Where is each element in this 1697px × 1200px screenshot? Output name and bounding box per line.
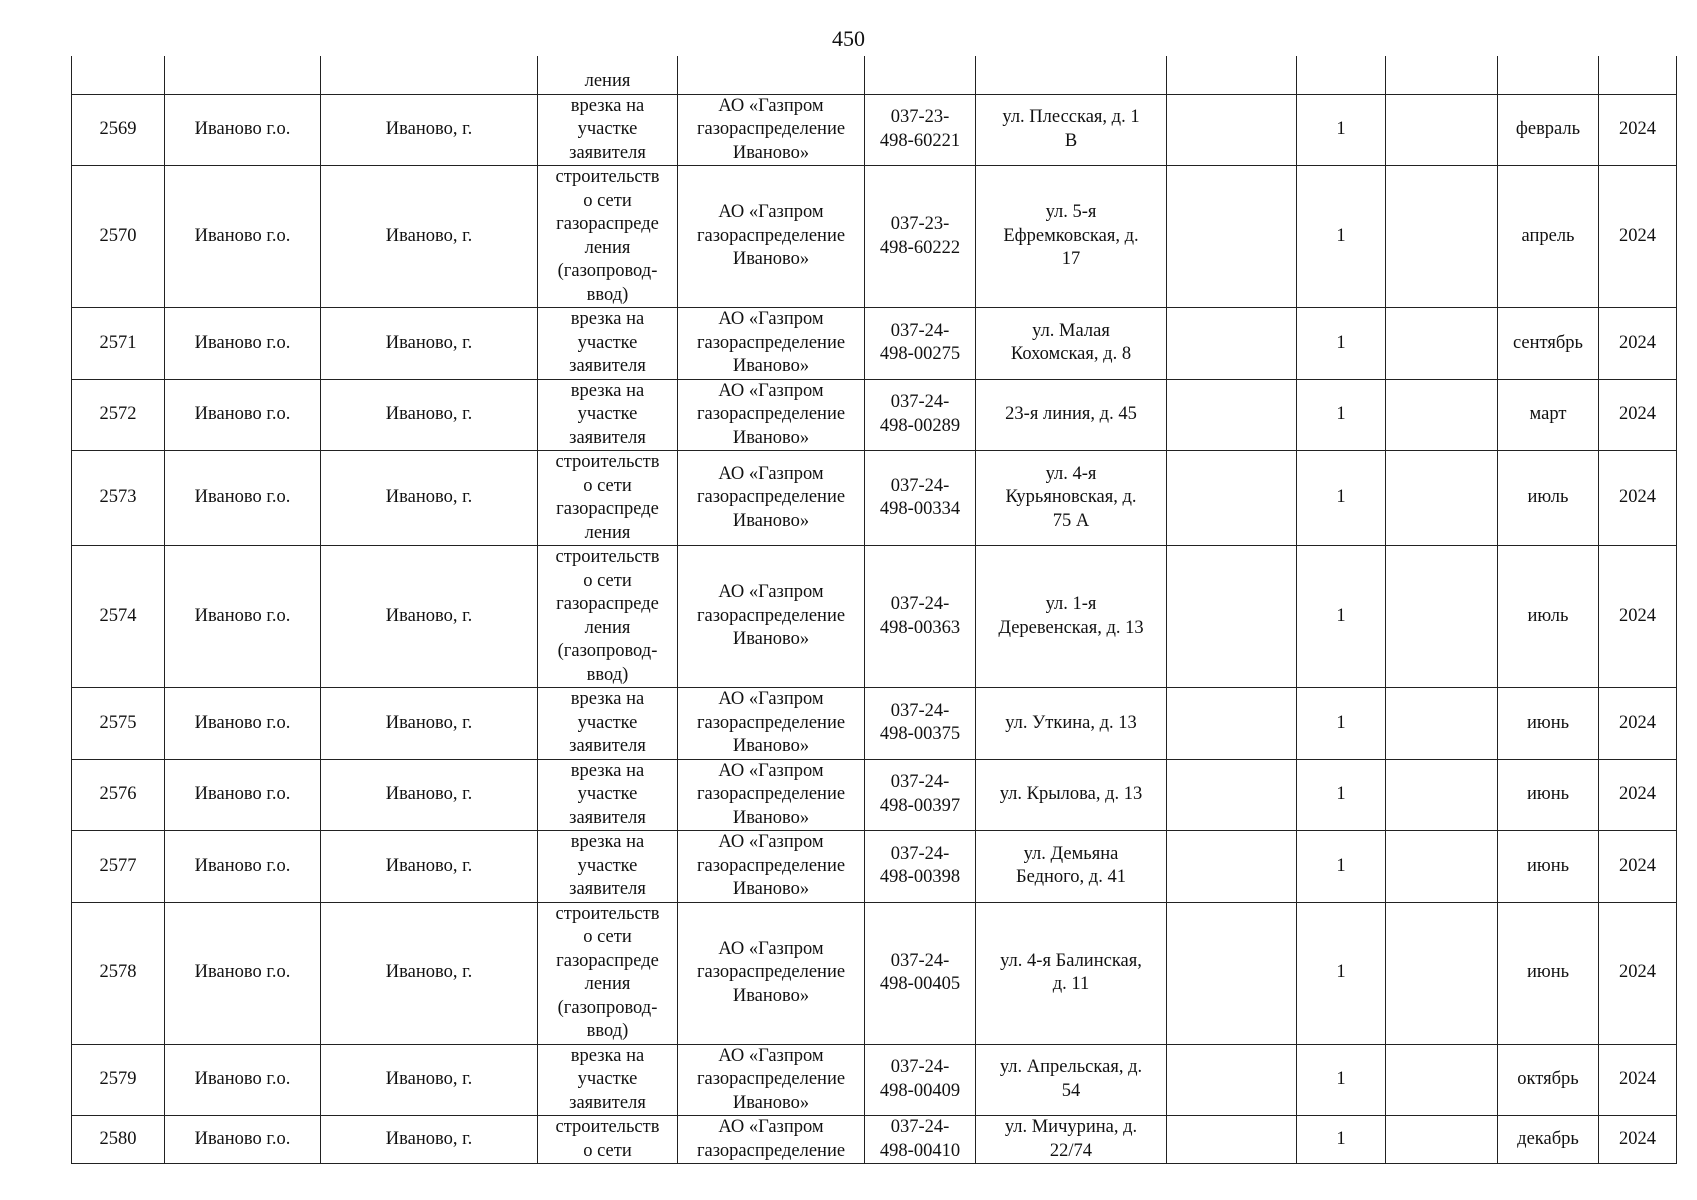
table-row (72, 451, 1677, 546)
cell-application: 037-24- 498-00275 (865, 308, 976, 380)
cell-empty2 (1386, 94, 1498, 166)
cell-month: февраль (1498, 94, 1599, 166)
cell-no: 2574 (72, 546, 165, 688)
cell-application: 037-24- 498-00405 (865, 902, 976, 1044)
cell-year: 2024 (1599, 688, 1677, 760)
cell-work-type: строительств о сети (538, 1116, 678, 1164)
cell-count: 1 (1297, 546, 1386, 688)
cell-no: 2577 (72, 831, 165, 903)
cell-organization: АО «Газпром газораспределение Иваново» (678, 759, 865, 831)
cell-month: июнь (1498, 902, 1599, 1044)
cell-district: Иваново г.о. (165, 1116, 321, 1164)
cell-address (976, 56, 1167, 94)
cell-organization: АО «Газпром газораспределение Иваново» (678, 1044, 865, 1116)
cell-no: 2573 (72, 451, 165, 546)
cell-year: 2024 (1599, 308, 1677, 380)
cell-application (865, 56, 976, 94)
cell-organization: АО «Газпром газораспределение Иваново» (678, 94, 865, 166)
table-row (72, 1116, 1677, 1164)
cell-application: 037-24- 498-00363 (865, 546, 976, 688)
cell-month: октябрь (1498, 1044, 1599, 1116)
cell-empty2 (1386, 1116, 1498, 1164)
cell-locality: Иваново, г. (321, 1044, 538, 1116)
page-number: 450 (832, 26, 865, 51)
table-row (72, 546, 1677, 688)
cell-application: 037-23- 498-60221 (865, 94, 976, 166)
cell-organization: АО «Газпром газораспределение Иваново» (678, 451, 865, 546)
cell-empty1 (1167, 56, 1297, 94)
cell-empty1 (1167, 379, 1297, 451)
cell-empty2 (1386, 831, 1498, 903)
cell-no: 2571 (72, 308, 165, 380)
cell-application: 037-24- 498-00334 (865, 451, 976, 546)
cell-locality: Иваново, г. (321, 166, 538, 308)
cell-district: Иваново г.о. (165, 451, 321, 546)
cell-no: 2569 (72, 94, 165, 166)
cell-address: ул. Мичурина, д. 22/74 (976, 1116, 1167, 1164)
cell-locality: Иваново, г. (321, 308, 538, 380)
cell-year: 2024 (1599, 1116, 1677, 1164)
cell-organization: АО «Газпром газораспределение Иваново» (678, 546, 865, 688)
cell-empty2 (1386, 688, 1498, 760)
cell-year: 2024 (1599, 166, 1677, 308)
cell-district: Иваново г.о. (165, 166, 321, 308)
cell-count (1297, 56, 1386, 94)
cell-work-type: врезка на участке заявителя (538, 379, 678, 451)
cell-month: июль (1498, 451, 1599, 546)
cell-count: 1 (1297, 379, 1386, 451)
cell-count: 1 (1297, 166, 1386, 308)
table-row (72, 688, 1677, 760)
cell-work-type: строительств о сети газораспреде ления (газопровод- ввод) (538, 902, 678, 1044)
cell-district: Иваново г.о. (165, 94, 321, 166)
cell-count: 1 (1297, 1044, 1386, 1116)
cell-month: сентябрь (1498, 308, 1599, 380)
cell-empty1 (1167, 308, 1297, 380)
cell-empty2 (1386, 1044, 1498, 1116)
cell-count: 1 (1297, 831, 1386, 903)
cell-empty1 (1167, 831, 1297, 903)
cell-empty2 (1386, 546, 1498, 688)
cell-district: Иваново г.о. (165, 308, 321, 380)
cell-year: 2024 (1599, 831, 1677, 903)
cell-empty2 (1386, 902, 1498, 1044)
cell-empty2 (1386, 451, 1498, 546)
cell-year: 2024 (1599, 94, 1677, 166)
cell-address: ул. 1-я Деревенская, д. 13 (976, 546, 1167, 688)
cell-work-type: врезка на участке заявителя (538, 831, 678, 903)
cell-organization: АО «Газпром газораспределение (678, 1116, 865, 1164)
cell-application: 037-24- 498-00398 (865, 831, 976, 903)
cell-empty2 (1386, 166, 1498, 308)
cell-month: июнь (1498, 688, 1599, 760)
cell-locality: Иваново, г. (321, 831, 538, 903)
table-row (72, 308, 1677, 380)
cell-organization: АО «Газпром газораспределение Иваново» (678, 831, 865, 903)
table-row (72, 759, 1677, 831)
cell-locality: Иваново, г. (321, 94, 538, 166)
cell-empty1 (1167, 166, 1297, 308)
cell-empty1 (1167, 546, 1297, 688)
cell-organization: АО «Газпром газораспределение Иваново» (678, 308, 865, 380)
cell-empty1 (1167, 451, 1297, 546)
table-row (72, 94, 1677, 166)
cell-district: Иваново г.о. (165, 688, 321, 760)
cell-district: Иваново г.о. (165, 759, 321, 831)
cell-no: 2576 (72, 759, 165, 831)
table-row (72, 166, 1677, 308)
cell-locality: Иваново, г. (321, 688, 538, 760)
cell-work-type: врезка на участке заявителя (538, 94, 678, 166)
cell-empty2 (1386, 56, 1498, 94)
table-row (72, 902, 1677, 1044)
cell-address: ул. Уткина, д. 13 (976, 688, 1167, 760)
cell-address: ул. Демьяна Бедного, д. 41 (976, 831, 1167, 903)
cell-organization: АО «Газпром газораспределение Иваново» (678, 379, 865, 451)
cell-district: Иваново г.о. (165, 379, 321, 451)
gasification-table (71, 56, 1677, 1164)
cell-count: 1 (1297, 688, 1386, 760)
cell-empty1 (1167, 688, 1297, 760)
cell-organization: АО «Газпром газораспределение Иваново» (678, 902, 865, 1044)
cell-address: ул. Плесская, д. 1 В (976, 94, 1167, 166)
cell-empty1 (1167, 94, 1297, 166)
cell-count: 1 (1297, 94, 1386, 166)
cell-address: ул. 5-я Ефремковская, д. 17 (976, 166, 1167, 308)
cell-district: Иваново г.о. (165, 831, 321, 903)
cell-address: ул. Апрельская, д. 54 (976, 1044, 1167, 1116)
cell-month: март (1498, 379, 1599, 451)
cell-no: 2572 (72, 379, 165, 451)
cell-empty2 (1386, 308, 1498, 380)
cell-empty1 (1167, 902, 1297, 1044)
cell-month: декабрь (1498, 1116, 1599, 1164)
cell-empty2 (1386, 759, 1498, 831)
cell-month (1498, 56, 1599, 94)
cell-address: ул. 4-я Балинская, д. 11 (976, 902, 1167, 1044)
cell-locality: Иваново, г. (321, 451, 538, 546)
cell-locality (321, 56, 538, 94)
cell-no: 2580 (72, 1116, 165, 1164)
cell-work-type: врезка на участке заявителя (538, 308, 678, 380)
cell-year: 2024 (1599, 902, 1677, 1044)
cell-no (72, 56, 165, 94)
cell-locality: Иваново, г. (321, 902, 538, 1044)
cell-locality: Иваново, г. (321, 1116, 538, 1164)
cell-organization (678, 56, 865, 94)
cell-organization: АО «Газпром газораспределение Иваново» (678, 688, 865, 760)
table-row (72, 1044, 1677, 1116)
cell-locality: Иваново, г. (321, 379, 538, 451)
cell-application: 037-24- 498-00410 (865, 1116, 976, 1164)
cell-application: 037-24- 498-00409 (865, 1044, 976, 1116)
cell-month: июль (1498, 546, 1599, 688)
cell-empty2 (1386, 379, 1498, 451)
cell-empty1 (1167, 1116, 1297, 1164)
cell-year: 2024 (1599, 546, 1677, 688)
cell-month: апрель (1498, 166, 1599, 308)
cell-year: 2024 (1599, 379, 1677, 451)
cell-address: ул. Малая Кохомская, д. 8 (976, 308, 1167, 380)
cell-application: 037-23- 498-60222 (865, 166, 976, 308)
continuation-row (72, 56, 1677, 94)
cell-application: 037-24- 498-00289 (865, 379, 976, 451)
cell-work-type: строительств о сети газораспреде ления (538, 451, 678, 546)
cell-district: Иваново г.о. (165, 902, 321, 1044)
cell-year: 2024 (1599, 451, 1677, 546)
cell-no: 2575 (72, 688, 165, 760)
cell-count: 1 (1297, 759, 1386, 831)
cell-month: июнь (1498, 759, 1599, 831)
cell-work-type: врезка на участке заявителя (538, 759, 678, 831)
cell-work-type: врезка на участке заявителя (538, 688, 678, 760)
cell-work-type: врезка на участке заявителя (538, 1044, 678, 1116)
cell-year: 2024 (1599, 1044, 1677, 1116)
cell-application: 037-24- 498-00397 (865, 759, 976, 831)
cell-year: 2024 (1599, 759, 1677, 831)
table-body (72, 56, 1677, 1164)
cell-locality: Иваново, г. (321, 759, 538, 831)
cell-count: 1 (1297, 308, 1386, 380)
cell-work-type: строительств о сети газораспреде ления (газопровод- ввод) (538, 166, 678, 308)
cell-work-type: ления (538, 56, 678, 94)
cell-district (165, 56, 321, 94)
cell-district: Иваново г.о. (165, 546, 321, 688)
cell-work-type: строительств о сети газораспреде ления (газопровод- ввод) (538, 546, 678, 688)
cell-address: 23-я линия, д. 45 (976, 379, 1167, 451)
cell-month: июнь (1498, 831, 1599, 903)
cell-locality: Иваново, г. (321, 546, 538, 688)
cell-application: 037-24- 498-00375 (865, 688, 976, 760)
cell-address: ул. 4-я Курьяновская, д. 75 А (976, 451, 1167, 546)
cell-count: 1 (1297, 451, 1386, 546)
cell-empty1 (1167, 759, 1297, 831)
cell-count: 1 (1297, 902, 1386, 1044)
table-row (72, 379, 1677, 451)
cell-no: 2570 (72, 166, 165, 308)
cell-no: 2578 (72, 902, 165, 1044)
cell-count: 1 (1297, 1116, 1386, 1164)
cell-address: ул. Крылова, д. 13 (976, 759, 1167, 831)
cell-organization: АО «Газпром газораспределение Иваново» (678, 166, 865, 308)
cell-district: Иваново г.о. (165, 1044, 321, 1116)
cell-no: 2579 (72, 1044, 165, 1116)
table-row (72, 831, 1677, 903)
cell-year (1599, 56, 1677, 94)
cell-empty1 (1167, 1044, 1297, 1116)
